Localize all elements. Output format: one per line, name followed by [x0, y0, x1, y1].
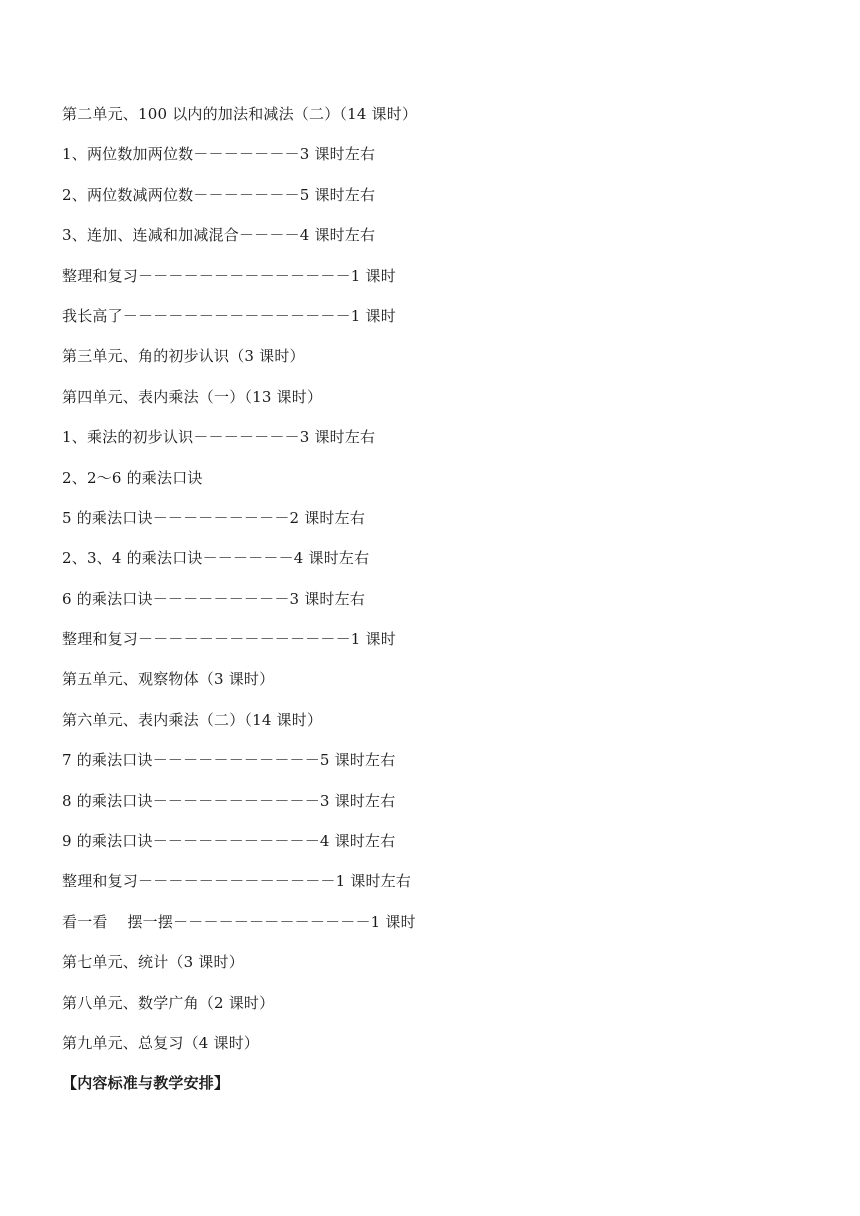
- section-heading: 【内容标准与教学安排】: [62, 1074, 230, 1093]
- lesson-line: 整理和复习－－－－－－－－－－－－－－1 课时: [62, 266, 396, 285]
- lesson-line: 整理和复习－－－－－－－－－－－－－1 课时左右: [62, 872, 412, 891]
- lesson-line: 1、乘法的初步认识－－－－－－－3 课时左右: [62, 428, 376, 447]
- unit-7-heading: 第七单元、统计（3 课时）: [62, 953, 244, 972]
- unit-6-heading: 第六单元、表内乘法（二）（14 课时）: [62, 710, 323, 729]
- lesson-line: 整理和复习－－－－－－－－－－－－－－1 课时: [62, 630, 396, 649]
- syllabus-lines: [62, 101, 822, 1111]
- lesson-line: 我长高了－－－－－－－－－－－－－－－1 课时: [62, 306, 396, 325]
- lesson-line: 2、两位数减两位数－－－－－－－5 课时左右: [62, 185, 376, 204]
- lesson-line: 5 的乘法口诀－－－－－－－－－2 课时左右: [62, 508, 366, 527]
- unit-2-heading: 第二单元、100 以内的加法和减法（二）（14 课时）: [62, 105, 418, 123]
- lesson-line: 9 的乘法口诀－－－－－－－－－－－4 课时左右: [62, 832, 396, 851]
- lesson-line: 1、两位数加两位数－－－－－－－3 课时左右: [62, 145, 376, 164]
- lesson-line: 7 的乘法口诀－－－－－－－－－－－5 课时左右: [62, 751, 396, 770]
- lesson-line: 8 的乘法口诀－－－－－－－－－－－3 课时左右: [62, 791, 396, 810]
- unit-4-heading: 第四单元、表内乘法（一）（13 课时）: [62, 387, 323, 406]
- lesson-line: 6 的乘法口诀－－－－－－－－－3 课时左右: [62, 589, 366, 608]
- lesson-line: 2、2～6 的乘法口诀: [62, 468, 203, 487]
- unit-9-heading: 第九单元、总复习（4 课时）: [62, 1033, 260, 1052]
- lesson-line: 看一看 摆一摆－－－－－－－－－－－－－1 课时: [62, 912, 416, 931]
- unit-5-heading: 第五单元、观察物体（3 课时）: [62, 670, 275, 689]
- unit-3-heading: 第三单元、角的初步认识（3 课时）: [62, 347, 305, 366]
- lesson-line: 2、3、4 的乘法口诀－－－－－－4 课时左右: [62, 549, 370, 568]
- lesson-line: 3、连加、连减和加减混合－－－－4 课时左右: [62, 226, 376, 245]
- unit-8-heading: 第八单元、数学广角（2 课时）: [62, 993, 275, 1012]
